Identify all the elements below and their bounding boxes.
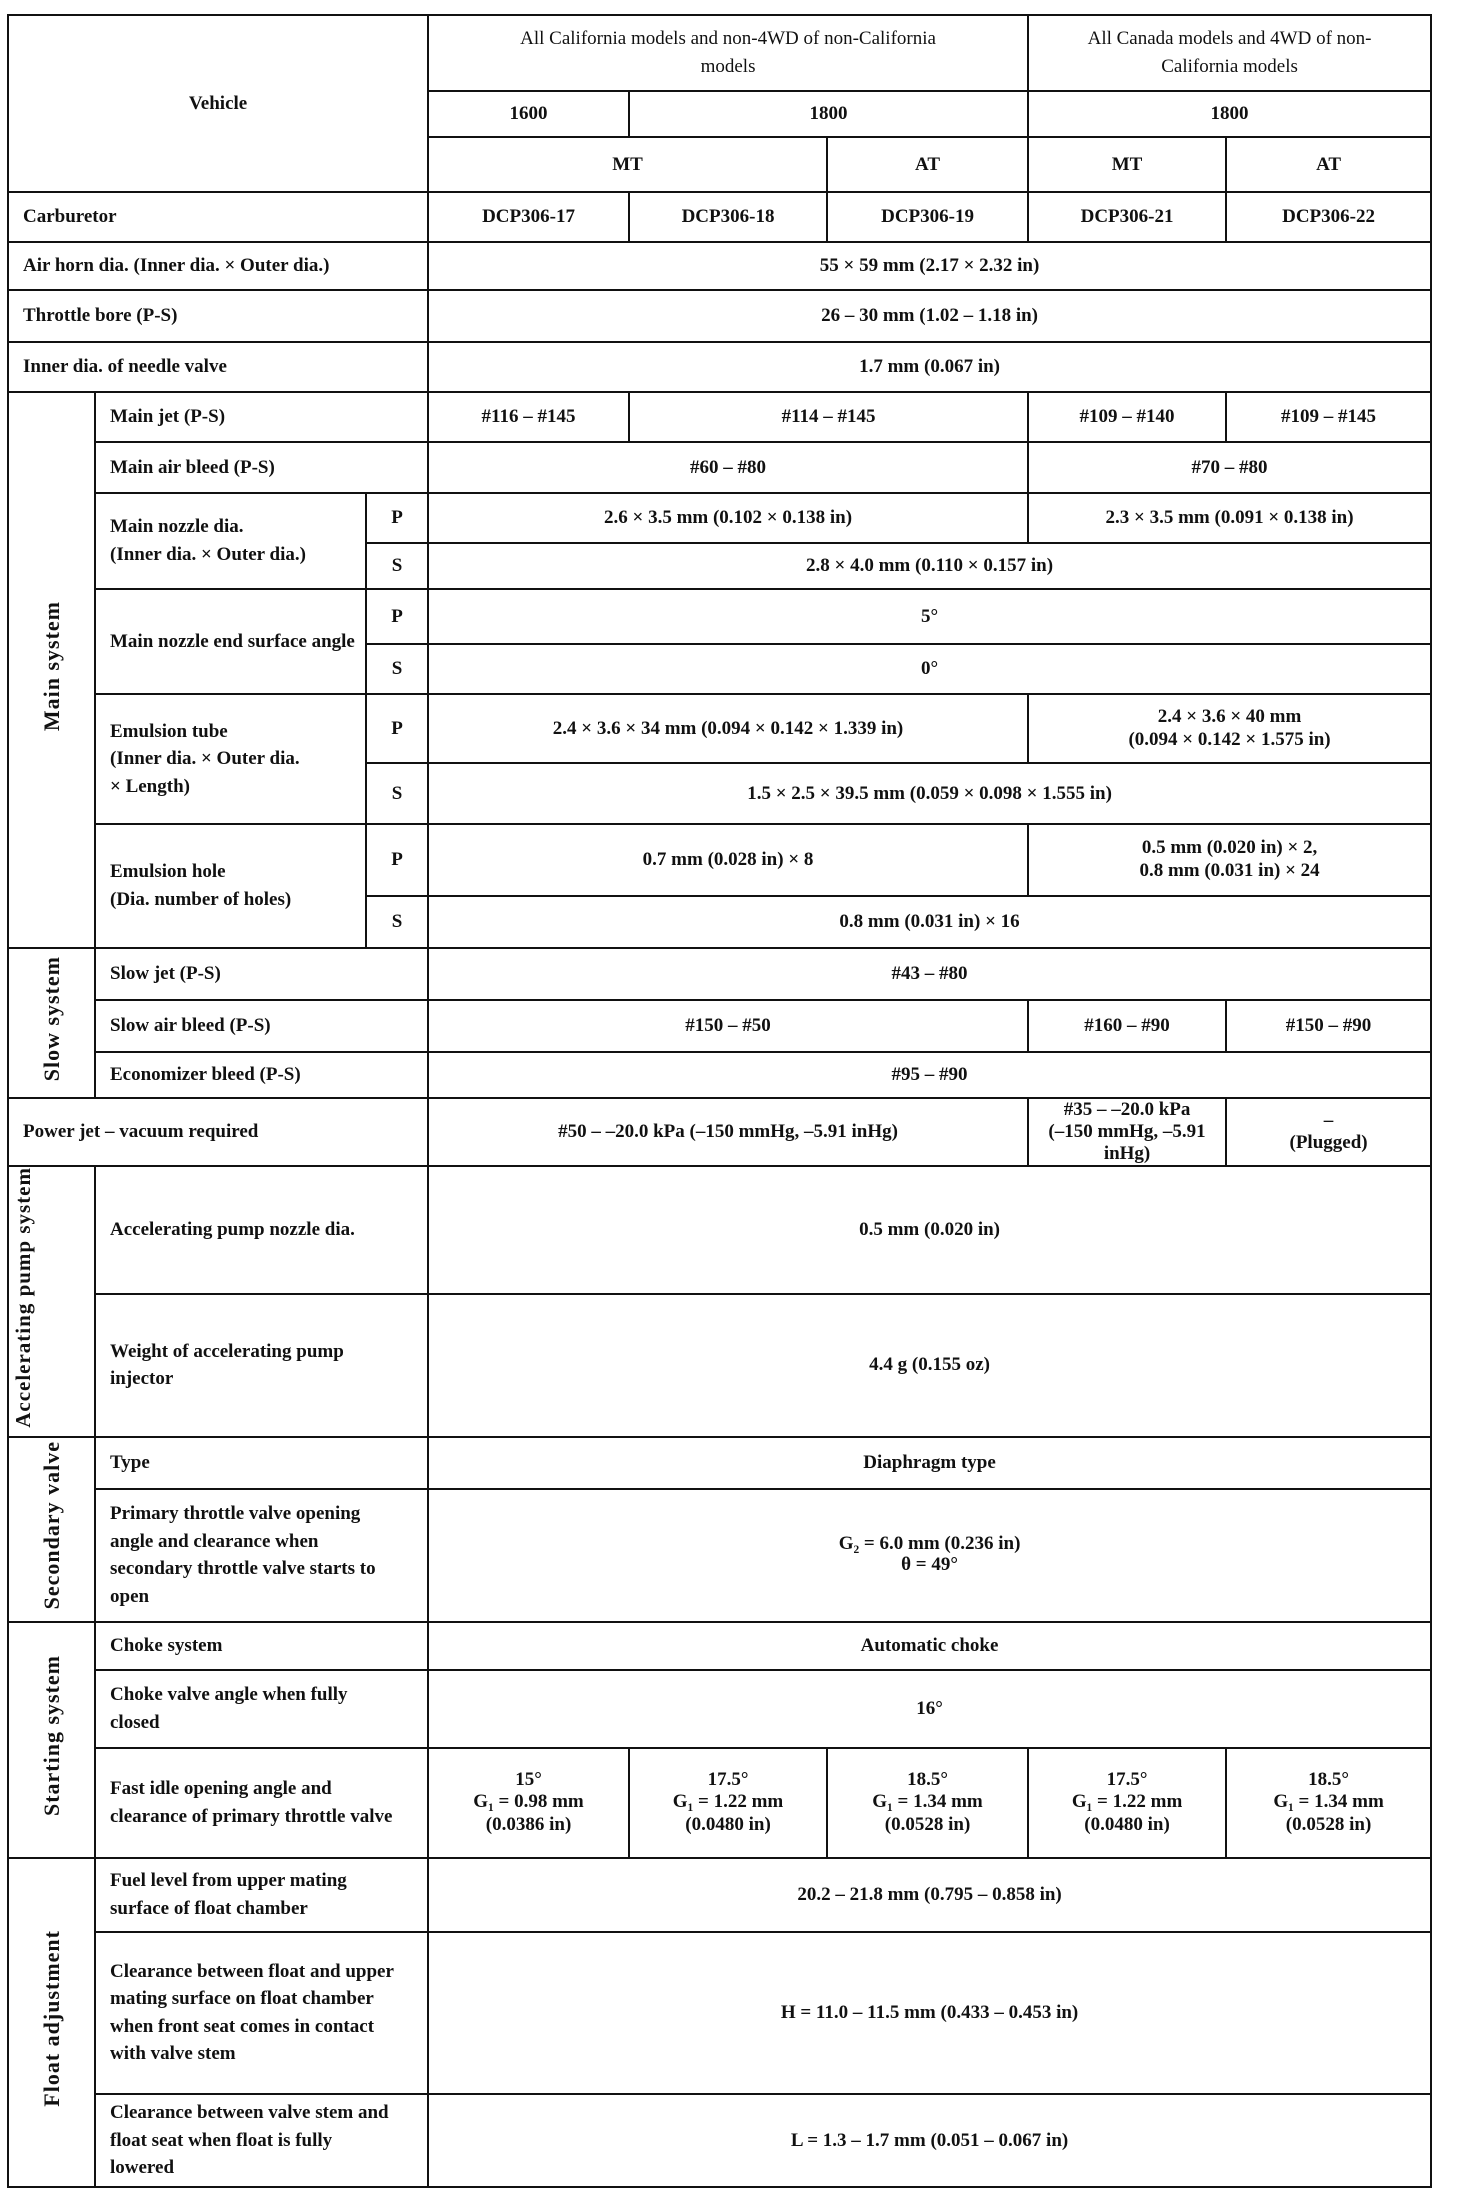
fast-idle-value: 17.5° G₁ = 1.22 mm (0.0480 in) <box>1028 1748 1226 1858</box>
slow-air-bleed-value: #150 – #50 <box>428 1000 1028 1052</box>
vehicle-header: Vehicle <box>8 15 428 192</box>
emulsion-tube-label: Emulsion tube (Inner dia. × Outer dia. × Length) <box>95 694 366 824</box>
emulsion-tube-s-value: 1.5 × 2.5 × 39.5 mm (0.059 × 0.098 × 1.555 in) <box>428 763 1431 824</box>
fast-idle-value: 17.5° G₁ = 1.22 mm (0.0480 in) <box>629 1748 827 1858</box>
b-1800-header: 1800 <box>1028 91 1431 137</box>
secondary-marker: S <box>366 896 428 948</box>
economizer-bleed-label: Economizer bleed (P-S) <box>95 1052 428 1098</box>
emulsion-hole-label: Emulsion hole (Dia. number of holes) <box>95 824 366 948</box>
primary-marker: P <box>366 493 428 543</box>
emulsion-hole-s-value: 0.8 mm (0.031 in) × 16 <box>428 896 1431 948</box>
group-b-header: All Canada models and 4WD of non-California models <box>1028 15 1431 91</box>
starting-system-section: Starting system <box>8 1622 95 1858</box>
fast-idle-value: 15° G₁ = 0.98 mm (0.0386 in) <box>428 1748 629 1858</box>
main-jet-value: #109 – #140 <box>1028 392 1226 442</box>
secondary-valve-section: Secondary valve <box>8 1437 95 1622</box>
choke-angle-value: 16° <box>428 1670 1431 1748</box>
secondary-valve-type-value: Diaphragm type <box>428 1437 1431 1489</box>
main-jet-value: #109 – #145 <box>1226 392 1431 442</box>
main-nozzle-dia-s-value: 2.8 × 4.0 mm (0.110 × 0.157 in) <box>428 543 1431 589</box>
accelerating-pump-section: Accelerating pump system <box>8 1166 95 1437</box>
secondary-marker: S <box>366 644 428 694</box>
a-1600-header: 1600 <box>428 91 629 137</box>
emulsion-tube-p-value: 2.4 × 3.6 × 34 mm (0.094 × 0.142 × 1.339 in) <box>428 694 1028 763</box>
carburetor-value: DCP306-21 <box>1028 192 1226 242</box>
choke-system-value: Automatic choke <box>428 1622 1431 1670</box>
stem-clearance-label: Clearance between valve stem and float seat when float is fully lowered <box>95 2094 428 2187</box>
power-jet-label: Power jet – vacuum required <box>8 1098 428 1166</box>
main-nozzle-dia-p-value: 2.6 × 3.5 mm (0.102 × 0.138 in) <box>428 493 1028 543</box>
power-jet-value: #50 – –20.0 kPa (–150 mmHg, –5.91 inHg) <box>428 1098 1028 1166</box>
slow-air-bleed-value: #150 – #90 <box>1226 1000 1431 1052</box>
primary-marker: P <box>366 589 428 644</box>
main-nozzle-angle-label: Main nozzle end surface angle <box>95 589 366 694</box>
power-jet-value: #35 – –20.0 kPa (–150 mmHg, –5.91 inHg) <box>1028 1098 1226 1166</box>
main-jet-value: #114 – #145 <box>629 392 1028 442</box>
float-clearance-label: Clearance between float and upper mating surface on float chamber when front seat comes in contact with valve stem <box>95 1932 428 2094</box>
power-jet-value: – (Plugged) <box>1226 1098 1431 1166</box>
a-at-header: AT <box>827 137 1028 192</box>
main-nozzle-angle-s-value: 0° <box>428 644 1431 694</box>
a-1800-header: 1800 <box>629 91 1028 137</box>
needle-valve-value: 1.7 mm (0.067 in) <box>428 342 1431 392</box>
accel-pump-weight-label: Weight of accelerating pump injector <box>95 1294 428 1437</box>
main-air-bleed-value: #60 – #80 <box>428 442 1028 493</box>
throttle-bore-value: 26 – 30 mm (1.02 – 1.18 in) <box>428 290 1431 342</box>
air-horn-value: 55 × 59 mm (2.17 × 2.32 in) <box>428 242 1431 290</box>
main-jet-value: #116 – #145 <box>428 392 629 442</box>
slow-jet-value: #43 – #80 <box>428 948 1431 1000</box>
air-horn-label: Air horn dia. (Inner dia. × Outer dia.) <box>8 242 428 290</box>
secondary-valve-opening-value: G₂ = 6.0 mm (0.236 in) θ = 49° <box>428 1489 1431 1622</box>
fuel-level-label: Fuel level from upper mating surface of float chamber <box>95 1858 428 1932</box>
float-clearance-value: H = 11.0 – 11.5 mm (0.433 – 0.453 in) <box>428 1932 1431 2094</box>
fast-idle-label: Fast idle opening angle and clearance of primary throttle valve <box>95 1748 428 1858</box>
emulsion-hole-p-value: 0.7 mm (0.028 in) × 8 <box>428 824 1028 896</box>
slow-jet-label: Slow jet (P-S) <box>95 948 428 1000</box>
b-at-header: AT <box>1226 137 1431 192</box>
main-nozzle-dia-label: Main nozzle dia. (Inner dia. × Outer dia.) <box>95 493 366 589</box>
main-nozzle-angle-p-value: 5° <box>428 589 1431 644</box>
emulsion-hole-p-value: 0.5 mm (0.020 in) × 2, 0.8 mm (0.031 in) × 24 <box>1028 824 1431 896</box>
secondary-valve-opening-label: Primary throttle valve opening angle and clearance when secondary throttle valve starts to open <box>95 1489 428 1622</box>
secondary-marker: S <box>366 543 428 589</box>
choke-angle-label: Choke valve angle when fully closed <box>95 1670 428 1748</box>
main-air-bleed-value: #70 – #80 <box>1028 442 1431 493</box>
accel-pump-nozzle-label: Accelerating pump nozzle dia. <box>95 1166 428 1294</box>
carburetor-value: DCP306-18 <box>629 192 827 242</box>
carburetor-value: DCP306-22 <box>1226 192 1431 242</box>
b-mt-header: MT <box>1028 137 1226 192</box>
slow-air-bleed-label: Slow air bleed (P-S) <box>95 1000 428 1052</box>
choke-system-label: Choke system <box>95 1622 428 1670</box>
secondary-valve-type-label: Type <box>95 1437 428 1489</box>
accel-pump-weight-value: 4.4 g (0.155 oz) <box>428 1294 1431 1437</box>
carburetor-spec-table <box>7 14 1432 2188</box>
slow-system-section: Slow system <box>8 948 95 1098</box>
fast-idle-value: 18.5° G₁ = 1.34 mm (0.0528 in) <box>1226 1748 1431 1858</box>
economizer-bleed-value: #95 – #90 <box>428 1052 1431 1098</box>
carburetor-value: DCP306-17 <box>428 192 629 242</box>
primary-marker: P <box>366 694 428 763</box>
carburetor-value: DCP306-19 <box>827 192 1028 242</box>
stem-clearance-value: L = 1.3 – 1.7 mm (0.051 – 0.067 in) <box>428 2094 1431 2187</box>
emulsion-tube-p-value: 2.4 × 3.6 × 40 mm (0.094 × 0.142 × 1.575 in) <box>1028 694 1431 763</box>
primary-marker: P <box>366 824 428 896</box>
group-a-header: All California models and non-4WD of non-California models <box>428 15 1028 91</box>
secondary-marker: S <box>366 763 428 824</box>
carburetor-label: Carburetor <box>8 192 428 242</box>
fuel-level-value: 20.2 – 21.8 mm (0.795 – 0.858 in) <box>428 1858 1431 1932</box>
slow-air-bleed-value: #160 – #90 <box>1028 1000 1226 1052</box>
a-mt-header: MT <box>428 137 827 192</box>
main-system-section: Main system <box>8 392 95 948</box>
accel-pump-nozzle-value: 0.5 mm (0.020 in) <box>428 1166 1431 1294</box>
throttle-bore-label: Throttle bore (P-S) <box>8 290 428 342</box>
needle-valve-label: Inner dia. of needle valve <box>8 342 428 392</box>
main-nozzle-dia-p-value: 2.3 × 3.5 mm (0.091 × 0.138 in) <box>1028 493 1431 543</box>
float-adjustment-section: Float adjustment <box>8 1858 95 2187</box>
main-jet-label: Main jet (P-S) <box>95 392 428 442</box>
main-air-bleed-label: Main air bleed (P-S) <box>95 442 428 493</box>
fast-idle-value: 18.5° G₁ = 1.34 mm (0.0528 in) <box>827 1748 1028 1858</box>
